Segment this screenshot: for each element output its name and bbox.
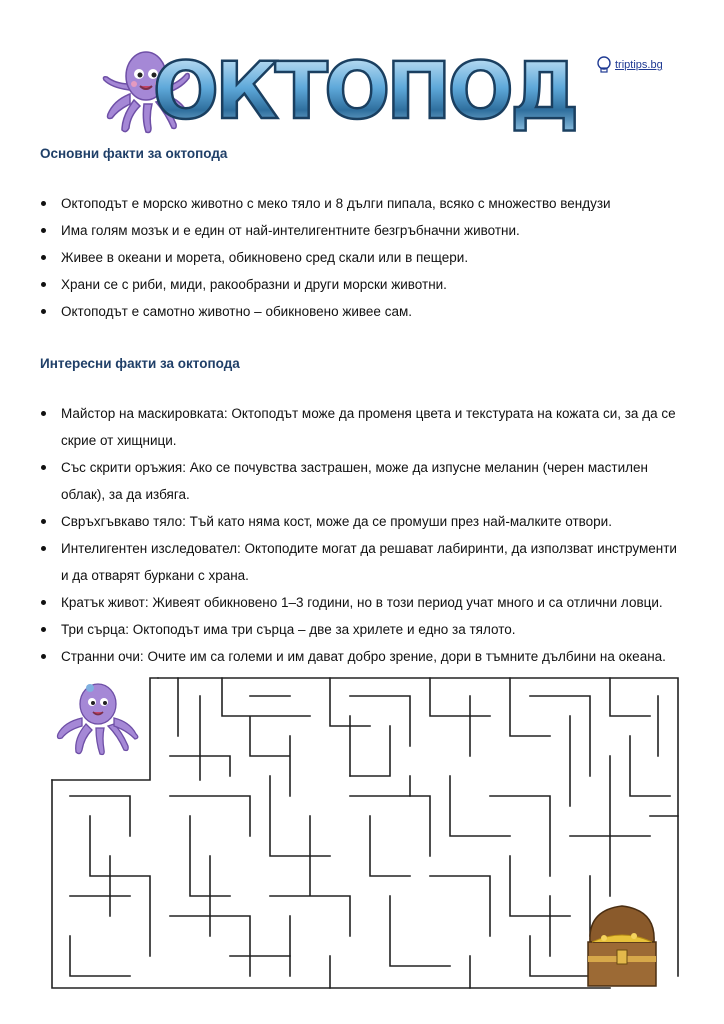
section1-heading: Основни факти за октопода (40, 146, 228, 161)
section1-item: Октоподът е самотно животно – обикновено живее сам. (40, 298, 680, 325)
brand-link[interactable] (596, 56, 663, 74)
section2-item: Свръхгъвкаво тяло: Тъй като няма кост, може да се промуши през най-малките отвори. (40, 508, 680, 535)
section2-item: Странни очи: Очите им са големи и им дават добро зрение, дори в тъмните дълбини на океана. (40, 643, 680, 670)
maze-start-octopus-icon (58, 684, 138, 755)
section2-item: Кратък живот: Живеят обикновено 1–3 години, но в този период учат много и са отлични ловци. (40, 589, 680, 616)
section1-item: Октоподът е морско животно с меко тяло и 8 дълги пипала, всяко с множество вендузи (40, 190, 680, 217)
maze (50, 676, 682, 994)
lightbulb-icon (596, 56, 612, 74)
section1-list (40, 190, 680, 325)
brand-text[interactable]: triptips.bg (615, 59, 663, 71)
section1-item: Живее в океани и морета, обикновено сред скали или в пещери. (40, 244, 680, 271)
section2-heading: Интересни факти за октопода (40, 356, 240, 371)
section1-item: Има голям мозък и е един от най-интелигентните безгръбначни животни. (40, 217, 680, 244)
section2-item: Майстор на маскировката: Октоподът може да променя цвета и текстурата на кожата си, за да се скрие от хищници. (40, 400, 680, 454)
section2-list (40, 400, 680, 670)
section2-item: Интелигентен изследовател: Октоподите могат да решават лабиринти, да използват инструменти и да отварят буркани с храна. (40, 535, 680, 589)
page-title (152, 47, 576, 137)
section2-item: Със скрити оръжия: Ако се почувства застрашен, може да изпусне меланин (черен мастилен облак), за да избяга. (40, 454, 680, 508)
header (0, 0, 724, 140)
treasure-chest-icon (588, 906, 656, 986)
section1-item: Храни се с риби, миди, ракообразни и други морски животни. (40, 271, 680, 298)
section2-item: Три сърца: Октоподът има три сърца – две за хрилете и едно за тялото. (40, 616, 680, 643)
svg-text:ОКТОПОД: ОКТОПОД (152, 47, 576, 137)
